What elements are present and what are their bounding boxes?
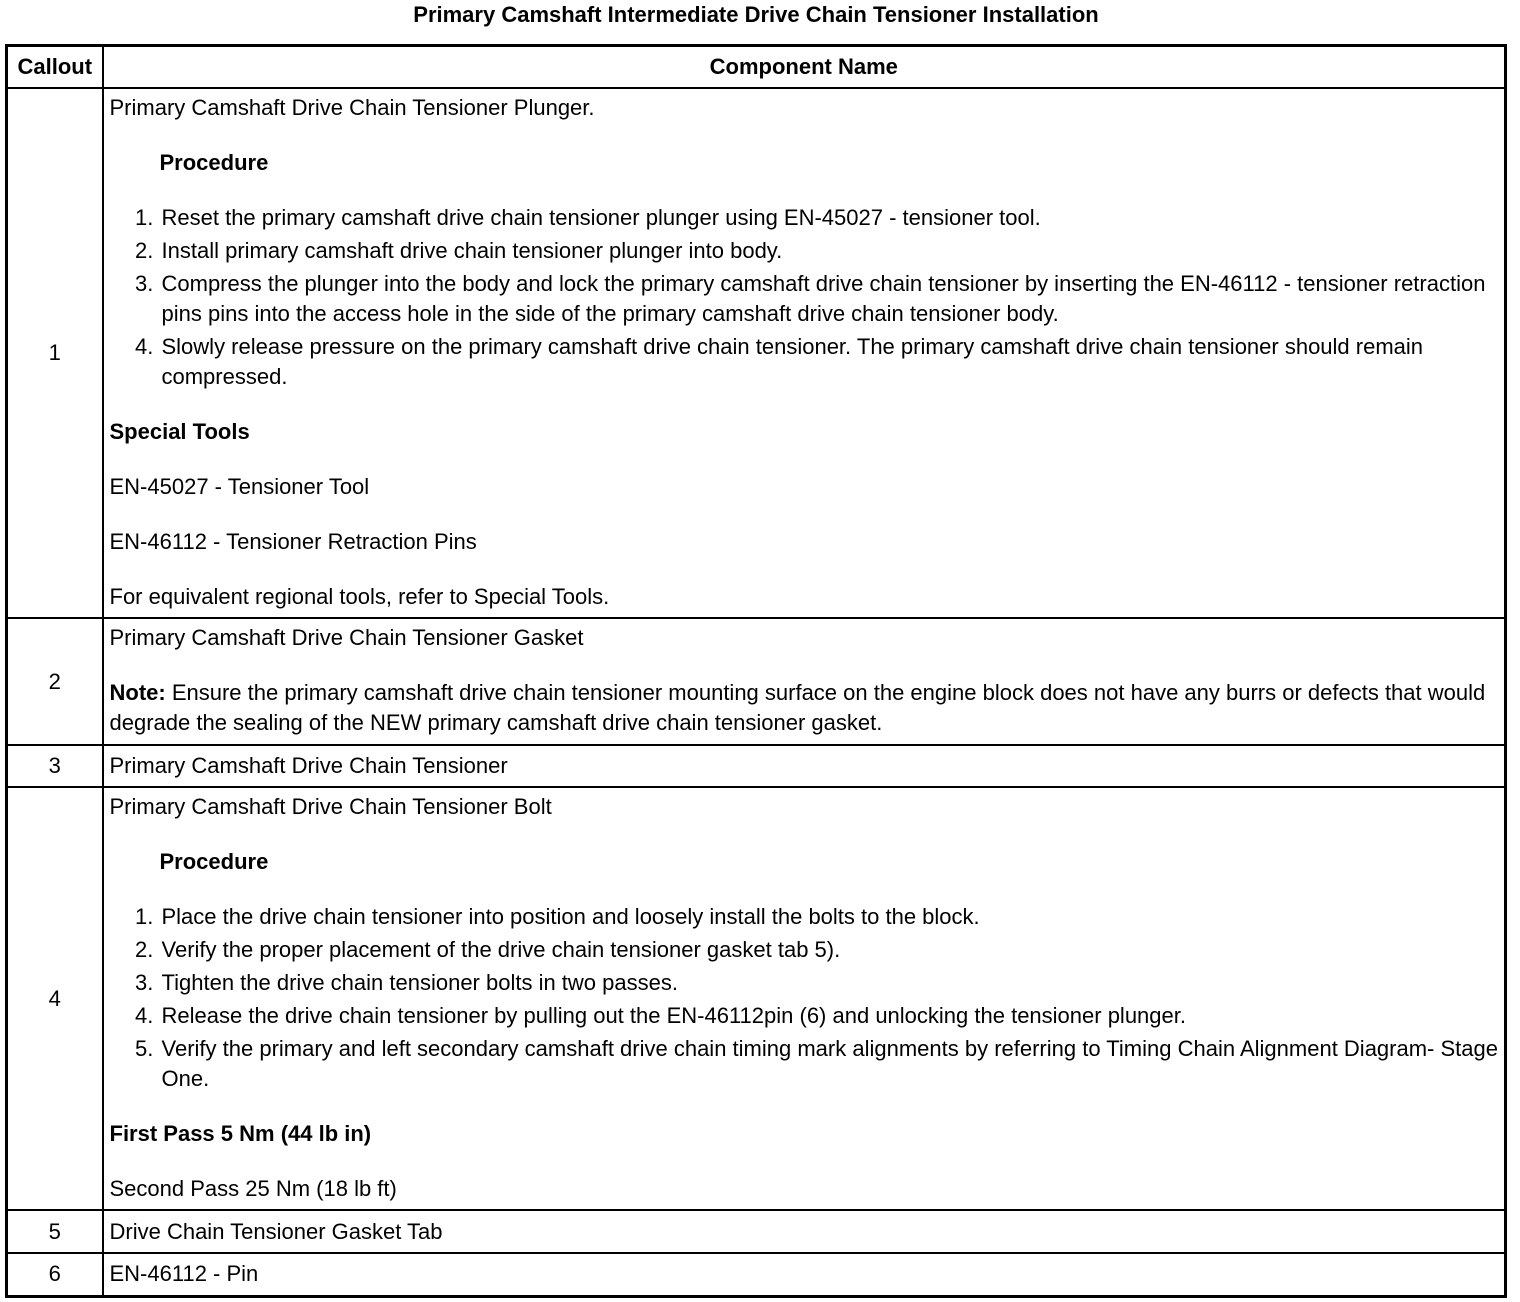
component-text: Drive Chain Tensioner Gasket Tab — [109, 1218, 443, 1244]
procedure-heading: Procedure — [159, 150, 269, 175]
component-text: Primary Camshaft Drive Chain Tensioner Plunger. — [109, 95, 595, 120]
procedure-step: 5. Verify the primary and left secondary camshaft drive chain timing mark alignments by referring to Timing Chain Alignment Diagram- Stage One. — [160, 1034, 1501, 1094]
bold-label: First Pass 5 Nm (44 lb in) — [109, 1121, 372, 1146]
procedure-step: 3. Compress the plunger into the body and lock the primary camshaft drive chain tensioner by inserting the EN-46112 - tensioner retraction pins pins into the access hole in the side of the primary camshaft drive chain tensioner body. — [160, 269, 1501, 329]
bold-label: Special Tools — [109, 419, 250, 444]
component-text: Primary Camshaft Drive Chain Tensioner Bolt — [109, 794, 552, 819]
component-text: EN-45027 - Tensioner Tool — [109, 474, 370, 499]
procedure-step: 2. Install primary camshaft drive chain tensioner plunger into body. — [160, 236, 1501, 266]
table-row — [7, 1253, 1506, 1296]
component-name-cell — [103, 1253, 1506, 1296]
component-name-cell — [103, 787, 1506, 1210]
callout-number: 1 — [7, 88, 103, 618]
table-row — [7, 1210, 1506, 1253]
procedure-step: 4. Slowly release pressure on the primary camshaft drive chain tensioner. The primary camshaft drive chain tensioner should remain compressed. — [160, 332, 1501, 392]
table-row — [7, 618, 1506, 745]
component-name-cell — [103, 88, 1506, 618]
component-text: Primary Camshaft Drive Chain Tensioner — [109, 753, 508, 778]
procedure-step: 1. Place the drive chain tensioner into position and loosely install the bolts to the block. — [160, 902, 1501, 932]
table-row — [7, 787, 1506, 1210]
table-row — [7, 88, 1506, 618]
document-title: Primary Camshaft Intermediate Drive Chain Tensioner Installation — [413, 2, 1099, 27]
component-name-cell — [103, 618, 1506, 745]
procedure-step: 4. Release the drive chain tensioner by pulling out the EN-46112pin (6) and unlocking the tensioner plunger. — [160, 1001, 1501, 1031]
table-header-row — [7, 46, 1506, 89]
component-text: EN-46112 - Tensioner Retraction Pins — [109, 529, 477, 554]
procedure-step: 1. Reset the primary camshaft drive chain tensioner plunger using EN-45027 - tensioner tool. — [160, 203, 1501, 233]
table-row — [7, 745, 1506, 787]
component-name-column-header: Component Name — [103, 46, 1506, 89]
component-name-cell — [103, 1210, 1506, 1253]
procedure-steps — [110, 902, 1501, 1094]
procedure-steps — [110, 203, 1501, 392]
procedure-step: 3. Tighten the drive chain tensioner bolts in two passes. — [160, 968, 1501, 998]
callout-number: 3 — [7, 745, 103, 787]
note-text: Ensure the primary camshaft drive chain tensioner mounting surface on the engine block does not have any burrs or defects that would degrade the sealing of the NEW primary camshaft drive chain tensioner gasket. — [109, 680, 1486, 735]
callout-number: 6 — [7, 1253, 103, 1296]
component-text: EN-46112 - Pin — [109, 1261, 259, 1287]
component-text: For equivalent regional tools, refer to Special Tools. — [109, 584, 610, 609]
procedure-step: 2. Verify the proper placement of the drive chain tensioner gasket tab 5). — [160, 935, 1501, 965]
component-text: Second Pass 25 Nm (18 lb ft) — [109, 1176, 397, 1201]
callout-number: 5 — [7, 1210, 103, 1253]
component-text: Primary Camshaft Drive Chain Tensioner Gasket — [109, 625, 584, 650]
callout-table — [5, 44, 1507, 1298]
callout-number: 2 — [7, 618, 103, 745]
note-label: Note: — [109, 680, 166, 705]
callout-column-header: Callout — [7, 46, 103, 89]
procedure-heading: Procedure — [159, 849, 269, 874]
component-name-cell — [103, 745, 1506, 787]
note-paragraph — [110, 678, 1501, 738]
callout-number: 4 — [7, 787, 103, 1210]
